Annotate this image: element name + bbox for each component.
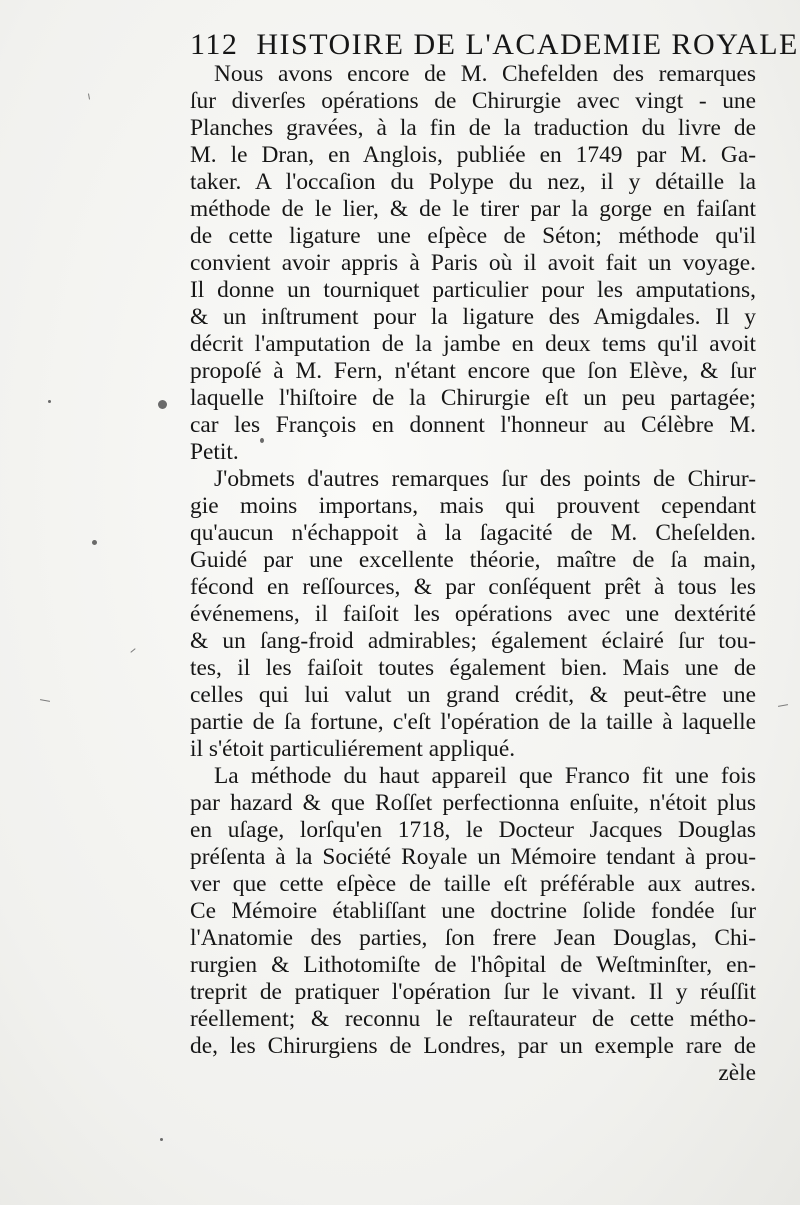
- scan-mark: [778, 704, 788, 707]
- text-line: & un ſang-froid admirables; également éclairé ſur tou-: [190, 628, 756, 654]
- text-line: treprit de pratiquer l'opération ſur le vivant. Il y réuſſit: [190, 979, 756, 1005]
- text-line: méthode de le lier, & de le tirer par la gorge en faiſant: [190, 196, 756, 222]
- paragraph-3: [190, 763, 756, 1060]
- text-line: Planches gravées, à la fin de la traduction du livre de: [190, 115, 756, 141]
- text-line: car les François en donnent l'honneur au Célèbre M.: [190, 412, 756, 438]
- paragraph-1: [190, 61, 756, 466]
- text-line: celles qui lui valut un grand crédit, & peut-être une: [190, 682, 756, 708]
- text-line: taker. A l'occaſion du Polype du nez, il y détaille la: [190, 169, 756, 195]
- scan-speck: [48, 400, 51, 403]
- paragraph-2: [190, 466, 756, 763]
- text-line: l'Anatomie des parties, ſon frere Jean Douglas, Chi-: [190, 925, 756, 951]
- text-line: par hazard & que Roſſet perfectionna enſuite, n'étoit plus: [190, 790, 756, 816]
- scan-speck: [92, 540, 97, 545]
- text-line: ver que cette eſpèce de taille eſt préférable aux autres.: [190, 871, 756, 897]
- text-line: événemens, il faiſoit les opérations avec une dextérité: [190, 601, 756, 627]
- text-line: convient avoir appris à Paris où il avoit fait un voyage.: [190, 250, 756, 276]
- running-title: HISTOIRE DE L'ACADEMIE ROYALE: [256, 28, 799, 61]
- text-line: de, les Chirurgiens de Londres, par un exemple rare de: [190, 1033, 756, 1059]
- text-line: gie moins importans, mais qui prouvent cependant: [190, 493, 756, 519]
- text-line: en uſage, lorſqu'en 1718, le Docteur Jacques Douglas: [190, 817, 756, 843]
- text-line: il s'étoit particuliérement appliqué.: [190, 736, 516, 762]
- text-line: préſenta à la Société Royale un Mémoire tendant à prou-: [190, 844, 756, 870]
- scan-mark: [40, 699, 50, 702]
- text-line: partie de ſa fortune, c'eſt l'opération de la taille à laquelle: [190, 709, 756, 735]
- text-line: & un inſtrument pour la ligature des Amigdales. Il y: [190, 304, 756, 330]
- text-line: Nous avons encore de M. Chefelden des remarques: [214, 61, 756, 87]
- text-line: Petit.: [190, 439, 239, 465]
- scan-speck: [158, 400, 167, 409]
- text-line: La méthode du haut appareil que Franco fit une fois: [214, 763, 756, 789]
- text-line: tes, il les faiſoit toutes également bien. Mais une de: [190, 655, 756, 681]
- text-line: Ce Mémoire établiſſant une doctrine ſolide fondée ſur: [190, 898, 756, 924]
- text-line: rurgien & Lithotomiſte de l'hôpital de Weſtminſter, en-: [190, 952, 756, 978]
- text-line: Guidé par une excellente théorie, maître de ſa main,: [190, 547, 756, 573]
- scan-mark: [130, 648, 135, 653]
- running-header: [190, 25, 799, 65]
- scan-speck: [260, 438, 264, 443]
- text-line: M. le Dran, en Anglois, publiée en 1749 par M. Ga-: [190, 142, 756, 168]
- catchword: zèle: [718, 1060, 756, 1086]
- text-line: fécond en reſſources, & par conſéquent prêt à tous les: [190, 574, 756, 600]
- body-text: [190, 61, 756, 1087]
- scan-mark: [88, 93, 90, 99]
- text-line: Il donne un tourniquet particulier pour les amputations,: [190, 277, 756, 303]
- text-line: laquelle l'hiſtoire de la Chirurgie eſt un peu partagée;: [190, 385, 756, 411]
- text-line: J'obmets d'autres remarques ſur des points de Chirur-: [214, 466, 756, 492]
- text-line: qu'aucun n'échappoit à la ſagacité de M. Cheſelden.: [190, 520, 756, 546]
- text-line: décrit l'amputation de la jambe en deux tems qu'il avoit: [190, 331, 756, 357]
- text-line: ſur diverſes opérations de Chirurgie avec vingt - une: [190, 88, 756, 114]
- page-number: 112: [190, 28, 239, 61]
- scan-speck: [160, 1138, 163, 1141]
- text-line: propoſé à M. Fern, n'étant encore que ſon Elève, & ſur: [190, 358, 756, 384]
- text-line: réellement; & reconnu le reſtaurateur de cette métho-: [190, 1006, 756, 1032]
- text-line: de cette ligature une eſpèce de Séton; méthode qu'il: [190, 223, 756, 249]
